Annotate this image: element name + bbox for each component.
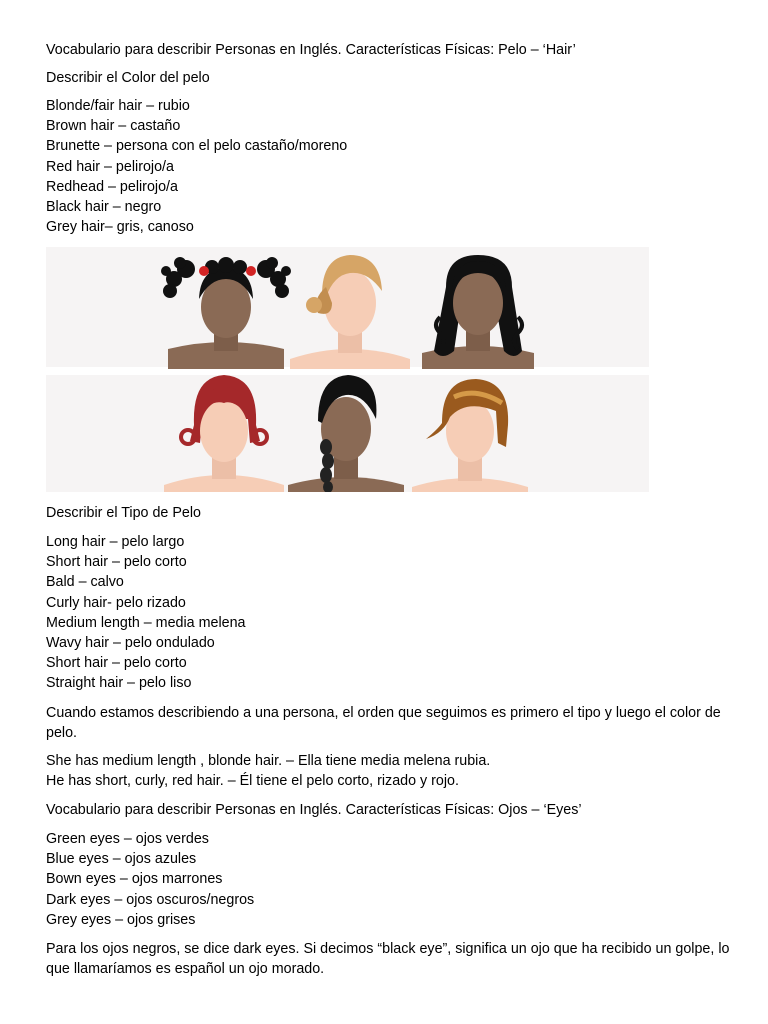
list-item: Curly hair- pelo rizado xyxy=(46,594,186,611)
hairstyles-svg xyxy=(46,247,649,492)
heading-hair: Vocabulario para describir Personas en Inglés. Características Físicas: Pelo – ‘Hair’ xyxy=(46,42,576,58)
list-item: Wavy hair – pelo ondulado xyxy=(46,635,215,652)
subheading-type: Describir el Tipo de Pelo xyxy=(46,505,201,521)
list-item: Medium length – media melena xyxy=(46,614,246,631)
subheading-color: Describir el Color del pelo xyxy=(46,70,210,86)
list-item: Short hair – pelo corto xyxy=(46,655,187,672)
list-item: Brunette – persona con el pelo castaño/moreno xyxy=(46,138,348,155)
list-item: Red hair – pelirojo/a xyxy=(46,158,174,175)
eye-list xyxy=(46,829,736,930)
type-list xyxy=(46,532,736,694)
example-line: He has short, curly, red hair. – Él tiene el pelo corto, rizado y rojo. xyxy=(46,773,459,790)
list-item: Dark eyes – ojos oscuros/negros xyxy=(46,891,255,908)
list-item: Redhead – pelirojo/a xyxy=(46,178,178,195)
list-item: Grey hair– gris, canoso xyxy=(46,219,194,236)
list-item: Bown eyes – ojos marrones xyxy=(46,871,223,888)
list-item: Green eyes – ojos verdes xyxy=(46,831,209,847)
hairstyles-illustration xyxy=(46,247,649,492)
list-item: Bald – calvo xyxy=(46,574,124,591)
list-item: Straight hair – pelo liso xyxy=(46,675,192,692)
examples xyxy=(46,751,736,791)
color-list xyxy=(46,96,736,237)
list-item: Blue eyes – ojos azules xyxy=(46,851,197,868)
list-item: Black hair – negro xyxy=(46,199,162,216)
list-item: Blonde/fair hair – rubio xyxy=(46,98,190,114)
order-paragraph: Cuando estamos describiendo a una persona, el orden que seguimos es primero el tipo y luego el color de pelo. xyxy=(46,705,721,742)
list-item: Grey eyes – ojos grises xyxy=(46,911,196,928)
list-item: Short hair – pelo corto xyxy=(46,554,187,571)
list-item: Brown hair – castaño xyxy=(46,118,181,135)
heading-eyes: Vocabulario para describir Personas en Inglés. Características Físicas: Ojos – ‘Eyes’ xyxy=(46,802,582,818)
black-eye-paragraph: Para los ojos negros, se dice dark eyes. Si decimos “black eye”, significa un ojo que ha recibido un golpe, lo que llamaríamos es español un ojo morado. xyxy=(46,941,730,978)
list-item: Long hair – pelo largo xyxy=(46,534,185,550)
example-line: She has medium length , blonde hair. – Ella tiene media melena rubia. xyxy=(46,753,491,769)
